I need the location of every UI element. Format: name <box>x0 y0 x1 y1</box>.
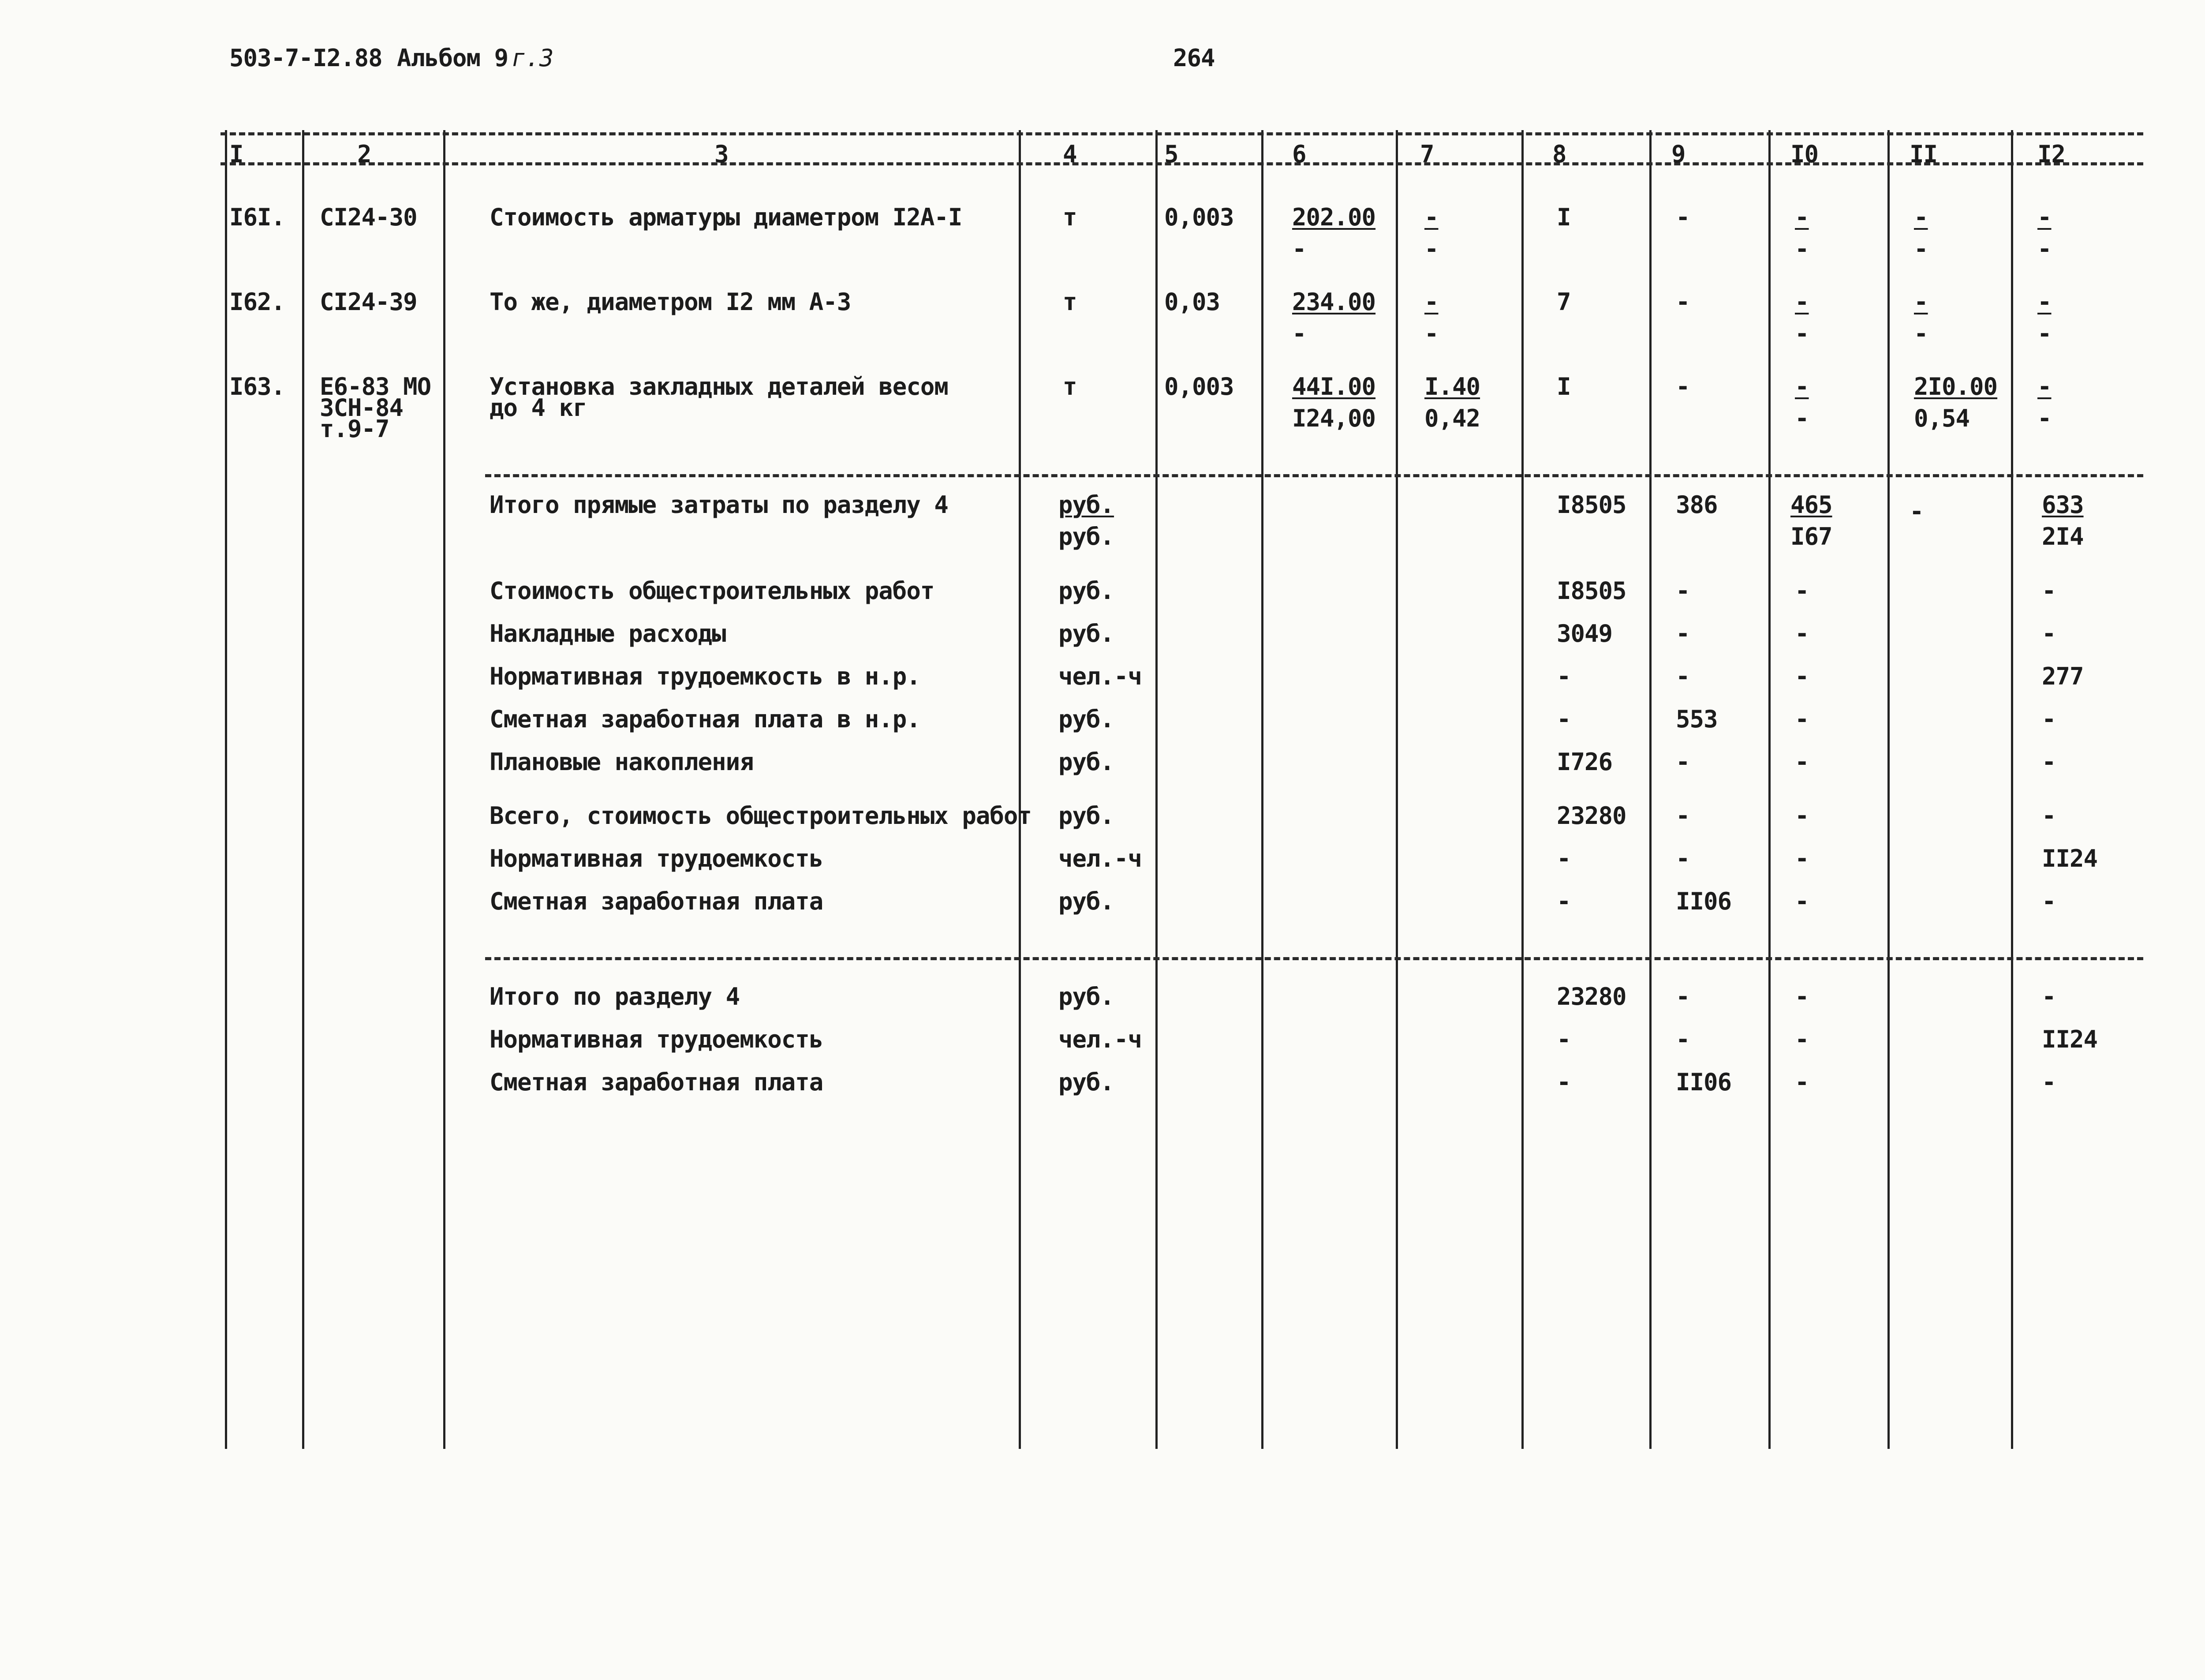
summary-labor: - <box>2042 577 2056 605</box>
summary-wages: - <box>1676 577 1690 605</box>
summary-labor: II24 <box>2042 845 2098 872</box>
document-code: 503-7-I2.88 <box>229 44 382 72</box>
summary-unit: руб. <box>1058 705 1114 733</box>
summary-machine: - <box>1795 845 1809 872</box>
norm-code-line: Е6-83 МО <box>320 373 431 400</box>
total-wages: - <box>1676 373 1690 400</box>
summary-label: Сметная заработная плата <box>490 887 823 915</box>
summary-unit: чел.-ч <box>1058 662 1142 690</box>
row-number: I63. <box>229 373 285 400</box>
section-total-unit: руб. <box>1058 983 1114 1010</box>
summary-total-cost: 3049 <box>1557 620 1613 647</box>
norm-code: СI24-39 <box>320 288 417 316</box>
section-total-wages: - <box>1676 983 1690 1010</box>
summary-wages: - <box>1676 620 1690 647</box>
total-cost: I <box>1557 203 1571 231</box>
summary-label: Нормативная трудоемкость <box>490 845 823 872</box>
header-top-rule <box>220 132 2143 135</box>
summary-labor: 633 <box>2042 491 2084 519</box>
work-name: Стоимость арматуры диаметром I2А-I <box>490 203 962 231</box>
summary-wages: - <box>1676 802 1690 830</box>
column-header-5: 5 <box>1164 140 1178 168</box>
summary-unit: руб. <box>1058 523 1114 550</box>
summary-label: Итого прямые затраты по разделу 4 <box>490 491 948 519</box>
section-total-unit: руб. <box>1058 1068 1114 1096</box>
total-wages: - <box>1676 288 1690 316</box>
column-divider <box>443 130 445 1449</box>
labor-total-machine: - <box>2037 404 2052 432</box>
section-total-labor: - <box>2042 983 2056 1010</box>
summary-machine: - <box>1795 802 1809 830</box>
labor-unit: - <box>1914 288 1928 316</box>
summary-labor: - <box>2042 748 2056 776</box>
column-divider <box>1019 130 1021 1449</box>
column-header-3: 3 <box>714 140 729 168</box>
section-total-machine: - <box>1795 983 1809 1010</box>
summary-machine: 465 <box>1790 491 1832 519</box>
total-machine: - <box>1795 288 1809 316</box>
summary-label: Нормативная трудоемкость в н.р. <box>490 662 920 690</box>
section-total-rule <box>485 957 2143 960</box>
summary-wages: - <box>1676 845 1690 872</box>
labor-unit-machine: - <box>1914 320 1928 348</box>
summary-label: Всего, стоимость общестроительных работ <box>490 802 1031 830</box>
unit-machine-cost: - <box>1424 203 1439 231</box>
column-header-12: I2 <box>2037 140 2066 168</box>
labor-total: - <box>2037 373 2052 400</box>
total-cost: I <box>1557 373 1571 400</box>
norm-code-line: т.9-7 <box>320 415 389 443</box>
section-total-cost: 23280 <box>1557 983 1626 1010</box>
section-total-cost: - <box>1557 1068 1571 1096</box>
summary-machine: - <box>1795 620 1809 647</box>
total-machine: - <box>1795 373 1809 400</box>
labor-total-machine: - <box>2037 320 2052 348</box>
quantity: 0,03 <box>1164 288 1220 316</box>
labor-unit: 2I0.00 <box>1914 373 1998 400</box>
labor-unit: - <box>1914 203 1928 231</box>
norm-code-line: ЗСН-84 <box>320 394 404 422</box>
section-total-unit: чел.-ч <box>1058 1025 1142 1053</box>
subtotal-rule <box>485 474 2143 477</box>
summary-label: Накладные расходы <box>490 620 726 647</box>
summary-labor: - <box>2042 620 2056 647</box>
unit-cost: 202.00 <box>1292 203 1376 231</box>
column-header-6: 6 <box>1292 140 1306 168</box>
unit-machine-cost: I.40 <box>1424 373 1480 400</box>
column-header-1: I <box>229 140 243 168</box>
total-cost: 7 <box>1557 288 1571 316</box>
summary-machine-wages: I67 <box>1790 523 1832 550</box>
quantity: 0,003 <box>1164 203 1234 231</box>
total-machine: - <box>1795 203 1809 231</box>
summary-machine: - <box>1795 887 1809 915</box>
row-number: I6I. <box>229 203 285 231</box>
summary-total-cost: I726 <box>1557 748 1613 776</box>
column-divider <box>1768 130 1771 1449</box>
section-total-labor: - <box>2042 1068 2056 1096</box>
summary-label: Стоимость общестроительных работ <box>490 577 934 605</box>
unit-machine-wages: - <box>1424 320 1439 348</box>
album-label: Альбом 9 <box>397 44 508 72</box>
column-header-8: 8 <box>1552 140 1566 168</box>
summary-total-cost: 23280 <box>1557 802 1626 830</box>
summary-unit: руб. <box>1058 748 1114 776</box>
unit-machine-cost: - <box>1424 288 1439 316</box>
unit-cost-wages: I24,00 <box>1292 404 1376 432</box>
summary-total-cost: I8505 <box>1557 577 1626 605</box>
section-total-label: Нормативная трудоемкость <box>490 1025 823 1053</box>
summary-total-cost: - <box>1557 845 1571 872</box>
summary-wages: - <box>1676 662 1690 690</box>
quantity: 0,003 <box>1164 373 1234 400</box>
summary-total-cost: - <box>1557 662 1571 690</box>
unit-cost: 44I.00 <box>1292 373 1376 400</box>
section-total-label: Итого по разделу 4 <box>490 983 740 1010</box>
album-note: г.3 <box>512 44 553 72</box>
column-divider <box>225 130 227 1449</box>
unit-cost: 234.00 <box>1292 288 1376 316</box>
section-total-cost: - <box>1557 1025 1571 1053</box>
column-header-10: I0 <box>1790 140 1819 168</box>
norm-code: СI24-30 <box>320 203 417 231</box>
unit: т <box>1063 203 1077 231</box>
summary-machine: - <box>1795 662 1809 690</box>
section-total-machine: - <box>1795 1068 1809 1096</box>
work-name-line: Установка закладных деталей весом <box>490 373 948 400</box>
column-header-2: 2 <box>357 140 371 168</box>
column-divider <box>302 130 304 1449</box>
summary-total-cost: I8505 <box>1557 491 1626 519</box>
summary-unit: руб. <box>1058 577 1114 605</box>
column-divider <box>1155 130 1158 1449</box>
labor-total: - <box>2037 203 2052 231</box>
column-header-7: 7 <box>1420 140 1434 168</box>
work-name-line: до 4 кг <box>490 394 587 422</box>
total-machine-wages: - <box>1795 404 1809 432</box>
labor-total: - <box>2037 288 2052 316</box>
summary-machine: - <box>1795 705 1809 733</box>
summary-label: Сметная заработная плата в н.р. <box>490 705 920 733</box>
summary-unit: руб. <box>1058 620 1114 647</box>
summary-labor-machine: 2I4 <box>2042 523 2084 550</box>
summary-wages: 553 <box>1676 705 1718 733</box>
summary-label: Плановые накопления <box>490 748 754 776</box>
total-wages: - <box>1676 203 1690 231</box>
unit-machine-wages: - <box>1424 235 1439 263</box>
labor-unit-machine: - <box>1914 235 1928 263</box>
summary-labor: - <box>2042 887 2056 915</box>
column-divider <box>1649 130 1652 1449</box>
summary-labor: - <box>2042 802 2056 830</box>
column-divider <box>1396 130 1398 1449</box>
summary-unit: руб. <box>1058 491 1114 519</box>
column-header-4: 4 <box>1063 140 1077 168</box>
section-total-labor: II24 <box>2042 1025 2098 1053</box>
unit: т <box>1063 288 1077 316</box>
unit-machine-wages: 0,42 <box>1424 404 1480 432</box>
total-machine-wages: - <box>1795 235 1809 263</box>
summary-wages: 386 <box>1676 491 1718 519</box>
unit-cost-wages: - <box>1292 235 1306 263</box>
summary-wages: II06 <box>1676 887 1732 915</box>
summary-machine: - <box>1795 577 1809 605</box>
section-total-label: Сметная заработная плата <box>490 1068 823 1096</box>
section-total-machine: - <box>1795 1025 1809 1053</box>
header-bottom-rule <box>220 162 2143 165</box>
summary-labor: 277 <box>2042 662 2084 690</box>
summary-unit: руб. <box>1058 802 1114 830</box>
column-header-11: II <box>1910 140 1938 168</box>
column-divider <box>1521 130 1524 1449</box>
column-divider <box>2011 130 2013 1449</box>
summary-wages: - <box>1676 748 1690 776</box>
unit: т <box>1063 373 1077 400</box>
summary-total-cost: - <box>1557 887 1571 915</box>
summary-unit: руб. <box>1058 887 1114 915</box>
labor-total-machine: - <box>2037 235 2052 263</box>
section-total-wages: II06 <box>1676 1068 1732 1096</box>
total-machine-wages: - <box>1795 320 1809 348</box>
unit-cost-wages: - <box>1292 320 1306 348</box>
summary-machine: - <box>1795 748 1809 776</box>
column-header-9: 9 <box>1671 140 1686 168</box>
section-total-wages: - <box>1676 1025 1690 1053</box>
column-divider <box>1887 130 1890 1449</box>
column-divider <box>1261 130 1263 1449</box>
summary-labor: - <box>2042 705 2056 733</box>
row-number: I62. <box>229 288 285 316</box>
labor-unit-machine: 0,54 <box>1914 404 1970 432</box>
summary-labor-unit: - <box>1910 498 1924 525</box>
summary-total-cost: - <box>1557 705 1571 733</box>
summary-unit: чел.-ч <box>1058 845 1142 872</box>
page-number: 264 <box>1173 44 1215 72</box>
work-name: То же, диаметром I2 мм А-3 <box>490 288 851 316</box>
